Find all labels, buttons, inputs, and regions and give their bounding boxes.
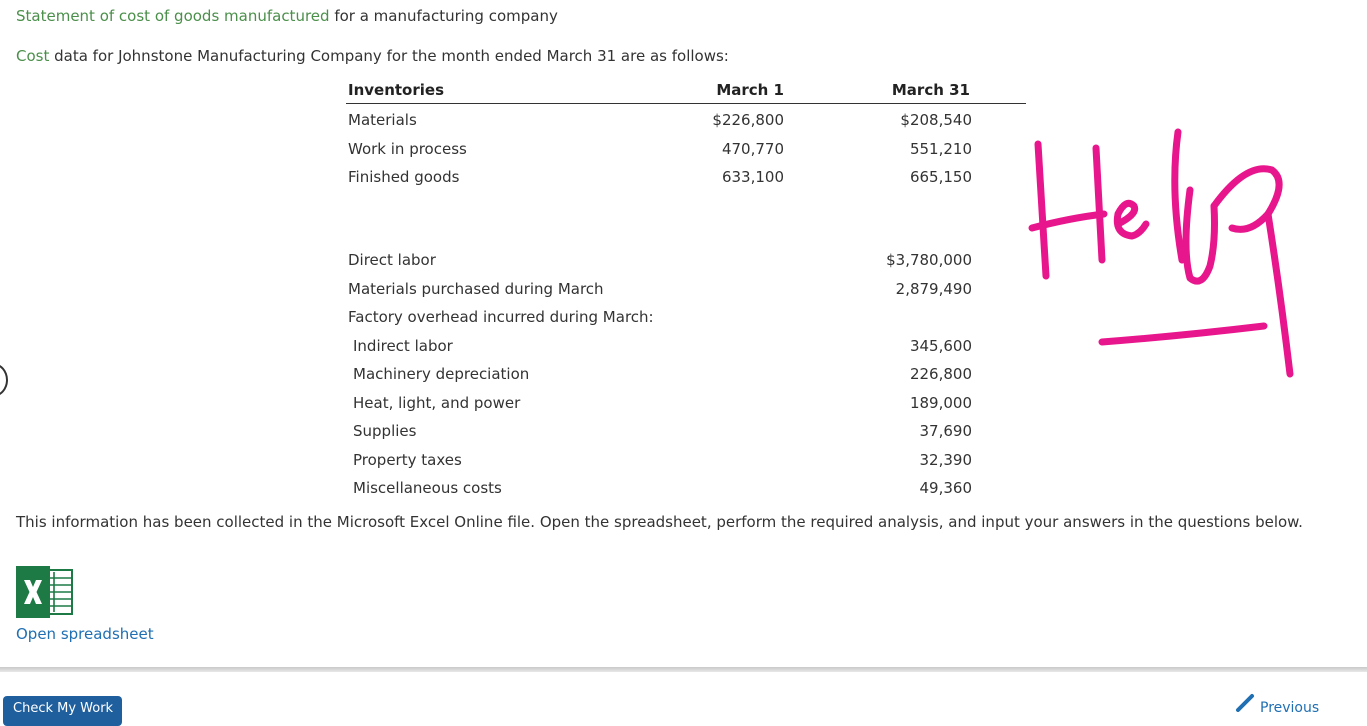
header-inventories: Inventories [348, 81, 445, 99]
row-label: Materials [348, 111, 417, 129]
overhead-label: Miscellaneous costs [353, 479, 502, 497]
overhead-value: 189,000 [909, 394, 972, 412]
previous-arrow-icon [1234, 692, 1256, 712]
materials-purchased-value: 2,879,490 [895, 280, 972, 298]
excel-icon[interactable] [16, 566, 74, 618]
row-march-31: 551,210 [909, 140, 972, 158]
section-divider [0, 667, 1367, 672]
open-spreadsheet-link[interactable]: Open spreadsheet [16, 625, 154, 643]
intro-text [16, 47, 729, 65]
cost-link[interactable]: Cost [16, 47, 50, 65]
direct-labor-value: $3,780,000 [886, 251, 972, 269]
overhead-value: 49,360 [919, 479, 972, 497]
row-march-1: $226,800 [712, 111, 784, 129]
row-march-1: 470,770 [721, 140, 784, 158]
previous-label: Previous [1260, 700, 1320, 716]
intro-rest: data for Johnstone Manufacturing Company for the month ended March 31 are as follows: [49, 47, 729, 65]
overhead-label: Property taxes [353, 451, 462, 469]
overhead-heading: Factory overhead incurred during March: [348, 308, 654, 326]
header-march-1: March 1 [716, 81, 784, 99]
row-march-1: 633,100 [721, 168, 784, 186]
direct-labor-label: Direct labor [348, 251, 436, 269]
overhead-value: 32,390 [919, 451, 972, 469]
overhead-value: 345,600 [909, 337, 972, 355]
help-annotation-drawing [1020, 110, 1340, 390]
title-rest: for a manufacturing company [329, 7, 558, 25]
overhead-value: 37,690 [919, 422, 972, 440]
row-label: Finished goods [348, 168, 460, 186]
row-march-31: $208,540 [900, 111, 972, 129]
page-title [16, 7, 558, 25]
header-march-31: March 31 [891, 81, 970, 99]
row-march-31: 665,150 [909, 168, 972, 186]
side-circle-control[interactable] [0, 363, 8, 397]
overhead-label: Machinery depreciation [353, 365, 530, 383]
info-text: This information has been collected in the Microsoft Excel Online file. Open the spreadsheet, perform the required analysis, and input your answers in the questions below. [16, 513, 1303, 531]
row-label: Work in process [348, 140, 467, 158]
materials-purchased-label: Materials purchased during March [348, 280, 604, 298]
overhead-label: Heat, light, and power [353, 394, 521, 412]
header-divider [346, 103, 1026, 104]
check-my-work-button[interactable] [3, 696, 122, 726]
check-my-work-label: Check My Work [13, 701, 114, 716]
title-link[interactable]: Statement of cost of goods manufactured [16, 7, 330, 25]
overhead-value: 226,800 [909, 365, 972, 383]
overhead-label: Indirect labor [353, 337, 453, 355]
overhead-label: Supplies [353, 422, 417, 440]
